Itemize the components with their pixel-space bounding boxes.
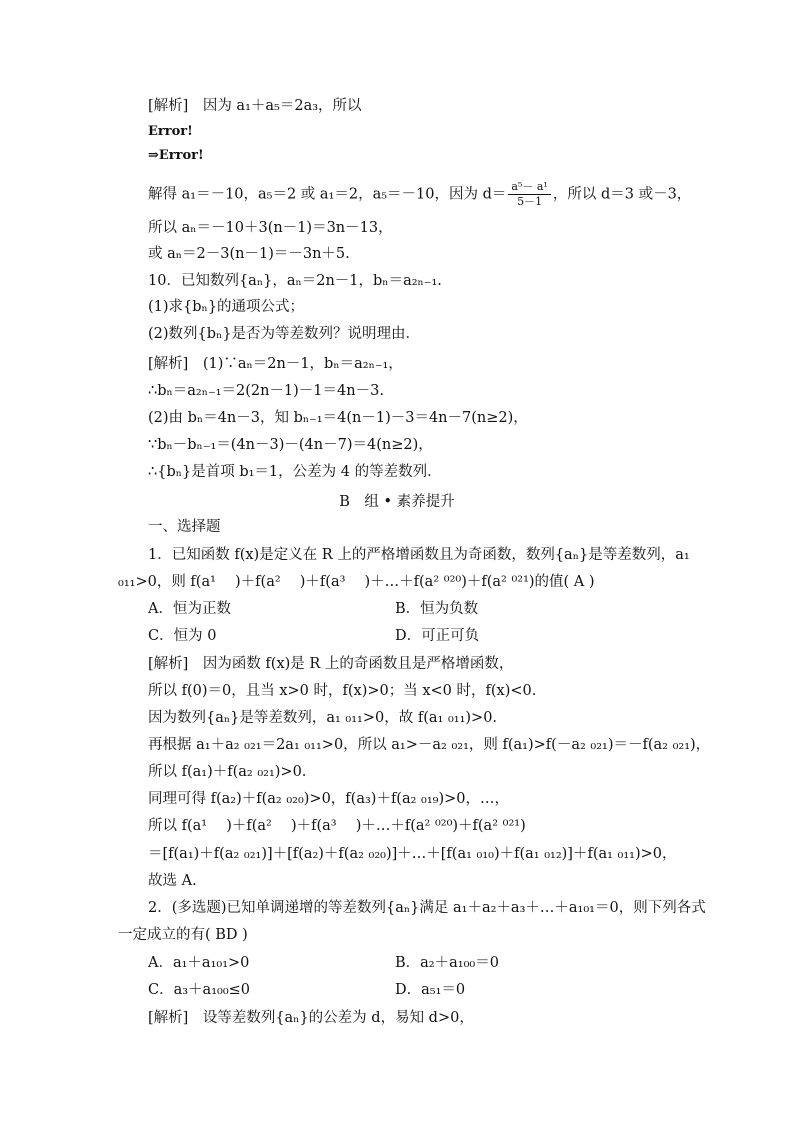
analysis-line: [解析] 因为函数 f(x)是 R 上的奇函数且是严格增函数， [148, 656, 514, 672]
text-line: 所以 f(a₁)＋f(a₂ ₀₂₁)>0. [148, 764, 307, 780]
option-d: D．可正可负 [395, 628, 480, 644]
text-line: 所以 aₙ＝－10＋3(n－1)＝3n－13， [148, 220, 393, 236]
fraction [508, 180, 550, 209]
option-a: A．a₁＋a₁₀₁>0 [148, 955, 250, 971]
text-line: 所以 f(a¹ )＋f(a² )＋f(a³ )＋…＋f(a² ⁰²⁰)＋f(a² ⁰²¹) [148, 818, 526, 834]
option-c: C．a₃＋a₁₀₀≤0 [148, 982, 251, 998]
option-a: A．恒为正数 [148, 601, 231, 617]
error-line: ⇒Error! [148, 148, 204, 163]
fraction-numerator: a⁵－ a¹ [508, 180, 550, 195]
text-line: 所以 f(0)＝0，且当 x>0 时，f(x)>0；当 x<0 时，f(x)<0. [148, 683, 537, 699]
error-line: Error! [148, 124, 193, 139]
subsection-heading: 一、选择题 [148, 519, 221, 535]
text-line: 因为数列{aₙ}是等差数列，a₁ ₀₁₁>0，故 f(a₁ ₀₁₁)>0. [148, 710, 498, 726]
option-d: D．a₅₁＝0 [395, 982, 466, 998]
text-line: 再根据 a₁＋a₂ ₀₂₁＝2a₁ ₀₁₁>0，所以 a₁>－a₂ ₀₂₁，则 f(a₁)>f(－a₂ ₀₂₁)＝－f(a₂ ₀₂₁)， [148, 737, 711, 753]
question-line: 一定成立的有( BD ) [118, 927, 248, 943]
analysis-line: [解析] (1)∵aₙ＝2n－1，bₙ＝a₂ₙ₋₁， [148, 356, 403, 372]
text-line: ∴bₙ＝a₂ₙ₋₁＝2(2n－1)－1＝4n－3. [148, 383, 384, 399]
solution-line [148, 180, 691, 209]
question-line: ₀₁₁>0，则 f(a¹ )＋f(a² )＋f(a³ )＋…＋f(a² ⁰²⁰)＋f(a² ⁰²¹)的值( A ) [118, 574, 595, 590]
text-line: 同理可得 f(a₂)＋f(a₂ ₀₂₀)>0，f(a₃)＋f(a₂ ₀₁₉)>0，…， [148, 791, 510, 807]
solution-text: ，所以 d＝3 或－3， [552, 186, 692, 203]
text-line: ∵bₙ－bₙ₋₁＝(4n－3)－(4n－7)＝4(n≥2)， [148, 437, 433, 453]
text-line: ∴{bₙ}是首项 b₁＝1，公差为 4 的等差数列． [148, 464, 442, 480]
option-c: C．恒为 0 [148, 628, 217, 644]
question-line: (1)求{bₙ}的通项公式； [148, 299, 305, 315]
option-b: B．恒为负数 [395, 601, 479, 617]
text-line: ＝[f(a₁)＋f(a₂ ₀₂₁)]＋[f(a₂)＋f(a₂ ₀₂₀)]＋…＋[f(a₁ ₀₁₀)＋f(a₁ ₀₁₂)]＋f(a₁ ₀₁₁)>0， [148, 846, 677, 862]
fraction-denominator: 5－1 [517, 195, 543, 208]
section-heading: B 组 • 素养提升 [339, 494, 455, 510]
solution-text: 解得 a₁＝－10，a₅＝2 或 a₁＝2，a₅＝－10，因为 d＝ [148, 186, 507, 203]
text-line: 或 aₙ＝2－3(n－1)＝－3n＋5. [148, 246, 350, 262]
option-b: B．a₂＋a₁₀₀＝0 [395, 955, 499, 971]
question-line: 10．已知数列{aₙ}，aₙ＝2n－1，bₙ＝a₂ₙ₋₁. [148, 273, 442, 289]
analysis-line: [解析] 设等差数列{aₙ}的公差为 d，易知 d>0， [148, 1010, 474, 1026]
text-line: 故选 A. [148, 873, 197, 889]
question-line: 2．(多选题)已知单调递增的等差数列{aₙ}满足 a₁＋a₂＋a₃＋…＋a₁₀₁＝0，则下列各式 [148, 900, 706, 916]
analysis-line: [解析] 因为 a₁＋a₅＝2a₃，所以 [148, 98, 362, 114]
question-line: 1．已知函数 f(x)是定义在 R 上的严格增函数且为奇函数，数列{aₙ}是等差数列，a₁ [148, 547, 690, 563]
text-line: (2)由 bₙ＝4n－3，知 bₙ₋₁＝4(n－1)－3＝4n－7(n≥2)， [148, 410, 528, 426]
question-line: (2)数列{bₙ}是否为等差数列？说明理由． [148, 326, 421, 342]
